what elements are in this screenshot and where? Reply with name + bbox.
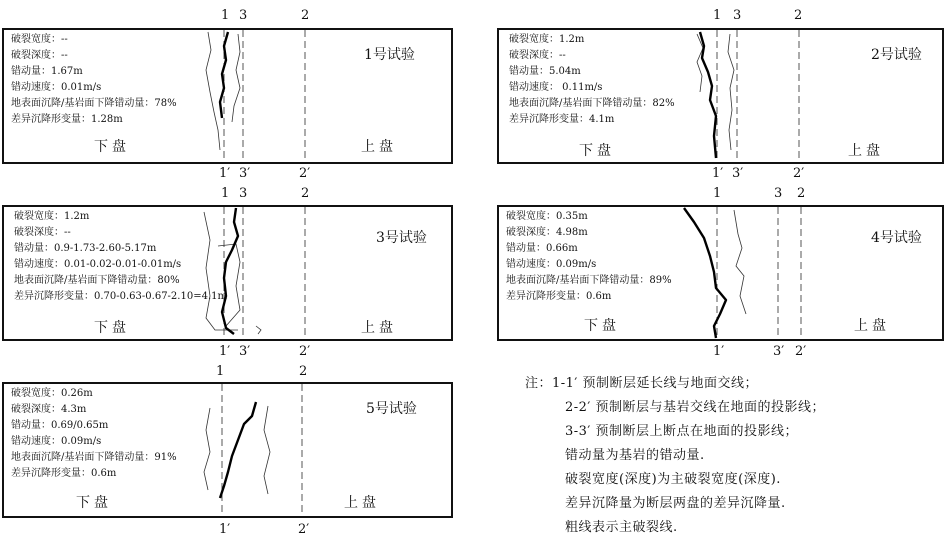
note-line-7: 粗线表示主破裂线. <box>565 520 678 535</box>
line-3-top-label: 3 <box>239 8 248 23</box>
param-rupture-depth: 破裂深度：4.98m <box>506 227 588 238</box>
line-1-bottom-label: 1′ <box>712 166 724 181</box>
note-line-4: 错动量为基岩的错动量. <box>565 448 705 463</box>
test-5-title: 5号试验 <box>366 401 417 417</box>
secondary-crack <box>256 326 261 334</box>
param-rupture-width: 破裂宽度：0.35m <box>506 211 588 222</box>
param-settlement-ratio: 地表面沉降/基岩面下降错动量：80% <box>14 275 180 286</box>
line-2-top-label: 2 <box>301 186 310 201</box>
footwall-label: 下盘 <box>94 139 130 155</box>
main-rupture-line <box>700 32 716 158</box>
line-2-top-label: 2 <box>301 8 310 23</box>
test-2-title: 2号试验 <box>871 47 922 63</box>
line-3-bottom-label: 3′ <box>732 166 744 181</box>
hangingwall-label: 上盘 <box>848 143 884 159</box>
line-1-bottom-label: 1′ <box>219 166 231 181</box>
secondary-crack <box>232 34 240 122</box>
line-1-top-label: 1 <box>713 186 722 201</box>
param-rupture-width: 破裂宽度：1.2m <box>14 211 90 222</box>
param-offset-rate: 错动速度：0.01-0.02-0.01-0.01m/s <box>14 259 182 270</box>
note-line-6: 差异沉降量为断层两盘的差异沉降量. <box>565 496 786 511</box>
param-differential-settlement: 差异沉降形变量：4.1m <box>509 114 615 125</box>
footwall-label: 下盘 <box>94 320 130 336</box>
param-differential-settlement: 差异沉降形变量：0.6m <box>11 468 117 479</box>
param-settlement-ratio: 地表面沉降/基岩面下降错动量：82% <box>509 98 675 109</box>
line-1-top-label: 1 <box>713 8 722 23</box>
line-3-top-label: 3 <box>774 186 783 201</box>
param-rupture-width: 破裂宽度：-- <box>11 34 68 45</box>
footwall-label: 下盘 <box>76 495 112 511</box>
param-rupture-depth: 破裂深度：-- <box>509 50 566 61</box>
test-1-title: 1号试验 <box>364 47 415 63</box>
param-rupture-width: 破裂宽度：1.2m <box>509 34 585 45</box>
param-offset: 错动量：0.9-1.73-2.60-5.17m <box>14 243 157 254</box>
param-differential-settlement: 差异沉降形变量：1.28m <box>11 114 123 125</box>
param-settlement-ratio: 地表面沉降/基岩面下降错动量：89% <box>506 275 672 286</box>
line-1-top-label: 1 <box>221 8 230 23</box>
line-2-top-label: 2 <box>299 364 308 379</box>
main-rupture-line <box>220 402 256 498</box>
secondary-crack <box>734 210 746 314</box>
line-2-bottom-label: 2′ <box>795 344 807 359</box>
footwall-label: 下盘 <box>579 143 615 159</box>
hangingwall-label: 上盘 <box>361 320 397 336</box>
line-3-bottom-label: 3′ <box>239 166 251 181</box>
param-differential-settlement: 差异沉降形变量：0.6m <box>506 291 612 302</box>
line-2-top-label: 2 <box>797 186 806 201</box>
param-differential-settlement: 差异沉降形变量：0.70-0.63-0.67-2.10=4.1m <box>14 291 227 302</box>
note-line-3: 3-3′ 预制断层上断点在地面的投影线； <box>565 424 799 439</box>
secondary-crack <box>264 406 270 494</box>
test-4-title: 4号试验 <box>871 230 922 246</box>
secondary-crack <box>204 408 210 490</box>
param-offset: 错动量：5.04m <box>509 66 581 77</box>
secondary-crack <box>728 34 734 150</box>
note-line-2: 2-2′ 预制断层与基岩交线在地面的投影线； <box>565 400 826 415</box>
footwall-label: 下盘 <box>584 318 620 334</box>
line-1-bottom-label: 1′ <box>219 522 231 537</box>
param-settlement-ratio: 地表面沉降/基岩面下降错动量：78% <box>11 98 177 109</box>
line-2-bottom-label: 2′ <box>298 522 310 537</box>
param-rupture-width: 破裂宽度：0.26m <box>11 388 93 399</box>
line-3-bottom-label: 3′ <box>773 344 785 359</box>
hangingwall-label: 上盘 <box>344 495 380 511</box>
secondary-crack <box>206 32 220 150</box>
param-offset: 错动量：1.67m <box>11 66 83 77</box>
line-2-bottom-label: 2′ <box>793 166 805 181</box>
param-offset: 错动量：0.66m <box>506 243 578 254</box>
param-rupture-depth: 破裂深度：4.3m <box>11 404 87 415</box>
param-offset-rate: 错动速度： 0.11m/s <box>509 82 603 93</box>
param-offset: 错动量：0.69/0.65m <box>11 420 109 431</box>
line-1-top-label: 1 <box>221 186 230 201</box>
line-2-top-label: 2 <box>794 8 803 23</box>
note-line-1: 注：1-1′ 预制断层延长线与地面交线； <box>525 376 759 391</box>
line-3-top-label: 3 <box>733 8 742 23</box>
line-2-bottom-label: 2′ <box>299 344 311 359</box>
hangingwall-label: 上盘 <box>361 139 397 155</box>
param-rupture-depth: 破裂深度：-- <box>11 50 68 61</box>
line-3-bottom-label: 3′ <box>239 344 251 359</box>
hangingwall-label: 上盘 <box>854 318 890 334</box>
line-3-top-label: 3 <box>239 186 248 201</box>
note-line-5: 破裂宽度(深度)为主破裂宽度(深度). <box>565 472 781 487</box>
line-1-bottom-label: 1′ <box>219 344 231 359</box>
line-1-bottom-label: 1′ <box>713 344 725 359</box>
main-rupture-line <box>684 208 726 338</box>
line-2-bottom-label: 2′ <box>299 166 311 181</box>
test-3-title: 3号试验 <box>376 230 427 246</box>
param-offset-rate: 错动速度：0.01m/s <box>11 82 102 93</box>
param-offset-rate: 错动速度：0.09m/s <box>11 436 102 447</box>
param-rupture-depth: 破裂深度：-- <box>14 227 71 238</box>
param-settlement-ratio: 地表面沉降/基岩面下降错动量：91% <box>11 452 177 463</box>
param-offset-rate: 错动速度：0.09m/s <box>506 259 597 270</box>
line-1-top-label: 1 <box>216 364 225 379</box>
